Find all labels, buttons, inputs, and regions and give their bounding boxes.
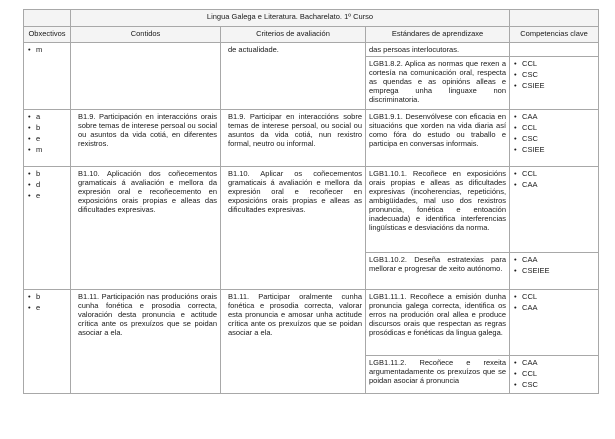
competence-item: • CCL bbox=[513, 123, 595, 132]
content-text: B1.9. Participación en interaccións orais sobre temas de interese persoal ou social ou asuntos da vida cotiá, en diferentes rexistros. bbox=[78, 112, 217, 148]
competence-item: • CCL bbox=[513, 59, 595, 68]
competence-item: • CSC bbox=[513, 70, 595, 79]
objective-item: • b bbox=[27, 292, 67, 301]
objective-item: • e bbox=[27, 303, 67, 312]
criterion-cell bbox=[221, 290, 366, 394]
content-text: B1.11. Participación nas producións orais cunha fonética e prosodia correcta, valoración desta pronuncia e actitude crítica ante os prexuízos que se poidan asociar a ela. bbox=[78, 292, 217, 337]
standard-cell bbox=[366, 167, 510, 253]
competence-item: • CAA bbox=[513, 180, 595, 189]
header-contents: Contidos bbox=[71, 27, 221, 43]
header-objectives: Obxectivos bbox=[24, 27, 71, 43]
standard-text: LGB1.11.2. Recoñece e rexeita argumentadamente os prexuízos que se poidan asociar á pronuncia bbox=[369, 358, 507, 385]
objectives-cell bbox=[24, 167, 71, 290]
competence-cell bbox=[510, 43, 599, 57]
criterion-cell bbox=[221, 110, 366, 167]
criterion-cell bbox=[221, 43, 366, 110]
standard-text: LGB1.9.1. Desenvólvese con eficacia en situacións que xorden na vida diaria así como fóra do estudo ou traballo e participa en conversas informais. bbox=[369, 112, 507, 148]
competence-cell bbox=[510, 253, 599, 290]
competence-item: • CSIEE bbox=[513, 81, 595, 90]
objectives-cell bbox=[24, 43, 71, 110]
objective-item: • m bbox=[27, 45, 67, 54]
objective-item: • e bbox=[27, 191, 67, 200]
standard-text: LGB1.10.2. Deseña estratexias para mellorar e progresar de xeito autónomo. bbox=[369, 255, 507, 273]
standard-text: LGB1.8.2. Aplica as normas que rexen a cortesía na comunicación oral, respecta as quendas e as opinións alleas e emprega unha linguaxe non discriminatoria. bbox=[369, 59, 507, 104]
competence-item: • CAA bbox=[513, 303, 595, 312]
standard-text: das persoas interlocutoras. bbox=[369, 45, 460, 54]
competence-item: • CSIEE bbox=[513, 145, 595, 154]
competence-item: • CCL bbox=[513, 369, 595, 378]
content-cell bbox=[71, 110, 221, 167]
content-cell bbox=[71, 167, 221, 290]
competence-cell bbox=[510, 57, 599, 110]
competence-item: • CSC bbox=[513, 380, 595, 389]
competence-item: • CAA bbox=[513, 255, 595, 264]
objective-item: • b bbox=[27, 123, 67, 132]
standard-cell bbox=[366, 290, 510, 356]
criterion-text: de actualidade. bbox=[228, 45, 279, 54]
content-cell bbox=[71, 290, 221, 394]
criterion-text: B1.9. Participar en interaccións sobre temas de interese persoal, ou social ou asuntos da vida cotiá, nun rexistro formal, neutro ou informal. bbox=[228, 112, 362, 148]
competence-cell bbox=[510, 290, 599, 356]
competence-cell bbox=[510, 167, 599, 253]
standard-cell bbox=[366, 43, 510, 57]
competence-item: • CSEIEE bbox=[513, 266, 595, 275]
competence-item: • CAA bbox=[513, 358, 595, 367]
competence-cell bbox=[510, 356, 599, 394]
content-text: B1.10. Aplicación dos coñecementos gramaticais á avaliación e mellora da expresión oral e recoñecemento en exposicións orais propias e alleas das dificultades expresivas. bbox=[78, 169, 217, 214]
standard-cell bbox=[366, 356, 510, 394]
objective-item: • d bbox=[27, 180, 67, 189]
objective-item: • b bbox=[27, 169, 67, 178]
objective-item: • m bbox=[27, 145, 67, 154]
objectives-cell bbox=[24, 110, 71, 167]
standard-cell bbox=[366, 253, 510, 290]
header-criteria: Criterios de avaliación bbox=[221, 27, 366, 43]
table-title: Lingua Galega e Literatura. Bacharelato. 1º Curso bbox=[71, 10, 510, 27]
objective-item: • e bbox=[27, 134, 67, 143]
criterion-text: B1.11. Participar oralmente cunha fonética e prosodia correcta, valorar esta pronuncia e amosar unha actitude crítica ante os prexuízos que se poidan asociar a ela. bbox=[228, 292, 362, 337]
standard-cell bbox=[366, 57, 510, 110]
objective-item: • a bbox=[27, 112, 67, 121]
title-corner-cell bbox=[24, 10, 71, 27]
standard-text: LGB1.11.1. Recoñece a emisión dunha pronuncia galega correcta, identifica os erros na produción oral allea e produce discursos orais que respectan as regras prosódicas e fonéticas da lingua galega. bbox=[369, 292, 507, 337]
objectives-cell bbox=[24, 290, 71, 394]
title-corner-cell bbox=[510, 10, 599, 27]
competence-item: • CSC bbox=[513, 134, 595, 143]
competence-item: • CCL bbox=[513, 169, 595, 178]
content-cell bbox=[71, 43, 221, 110]
standard-text: LGB1.10.1. Recoñece en exposicións orais propias e alleas as dificultades expresivas (incoherencias, repeticións, ambigüidades, mal uso dos rexistros pronuncia, fonética e entoación inadecuada) e identifica interferencias lingüísticas e desviacións da norma. bbox=[369, 169, 507, 232]
competence-item: • CCL bbox=[513, 292, 595, 301]
competence-cell bbox=[510, 110, 599, 167]
criterion-cell bbox=[221, 167, 366, 290]
criterion-text: B1.10. Aplicar os coñecementos gramaticais á avaliación e mellora da expresión oral e recoñecer en exposicións orais propias e alleas as dificultades expresivas. bbox=[228, 169, 362, 214]
competence-item: • CAA bbox=[513, 112, 595, 121]
header-competences: Competencias clave bbox=[510, 27, 599, 43]
header-standards: Estándares de aprendizaxe bbox=[366, 27, 510, 43]
standard-cell bbox=[366, 110, 510, 167]
curriculum-table bbox=[23, 9, 599, 394]
